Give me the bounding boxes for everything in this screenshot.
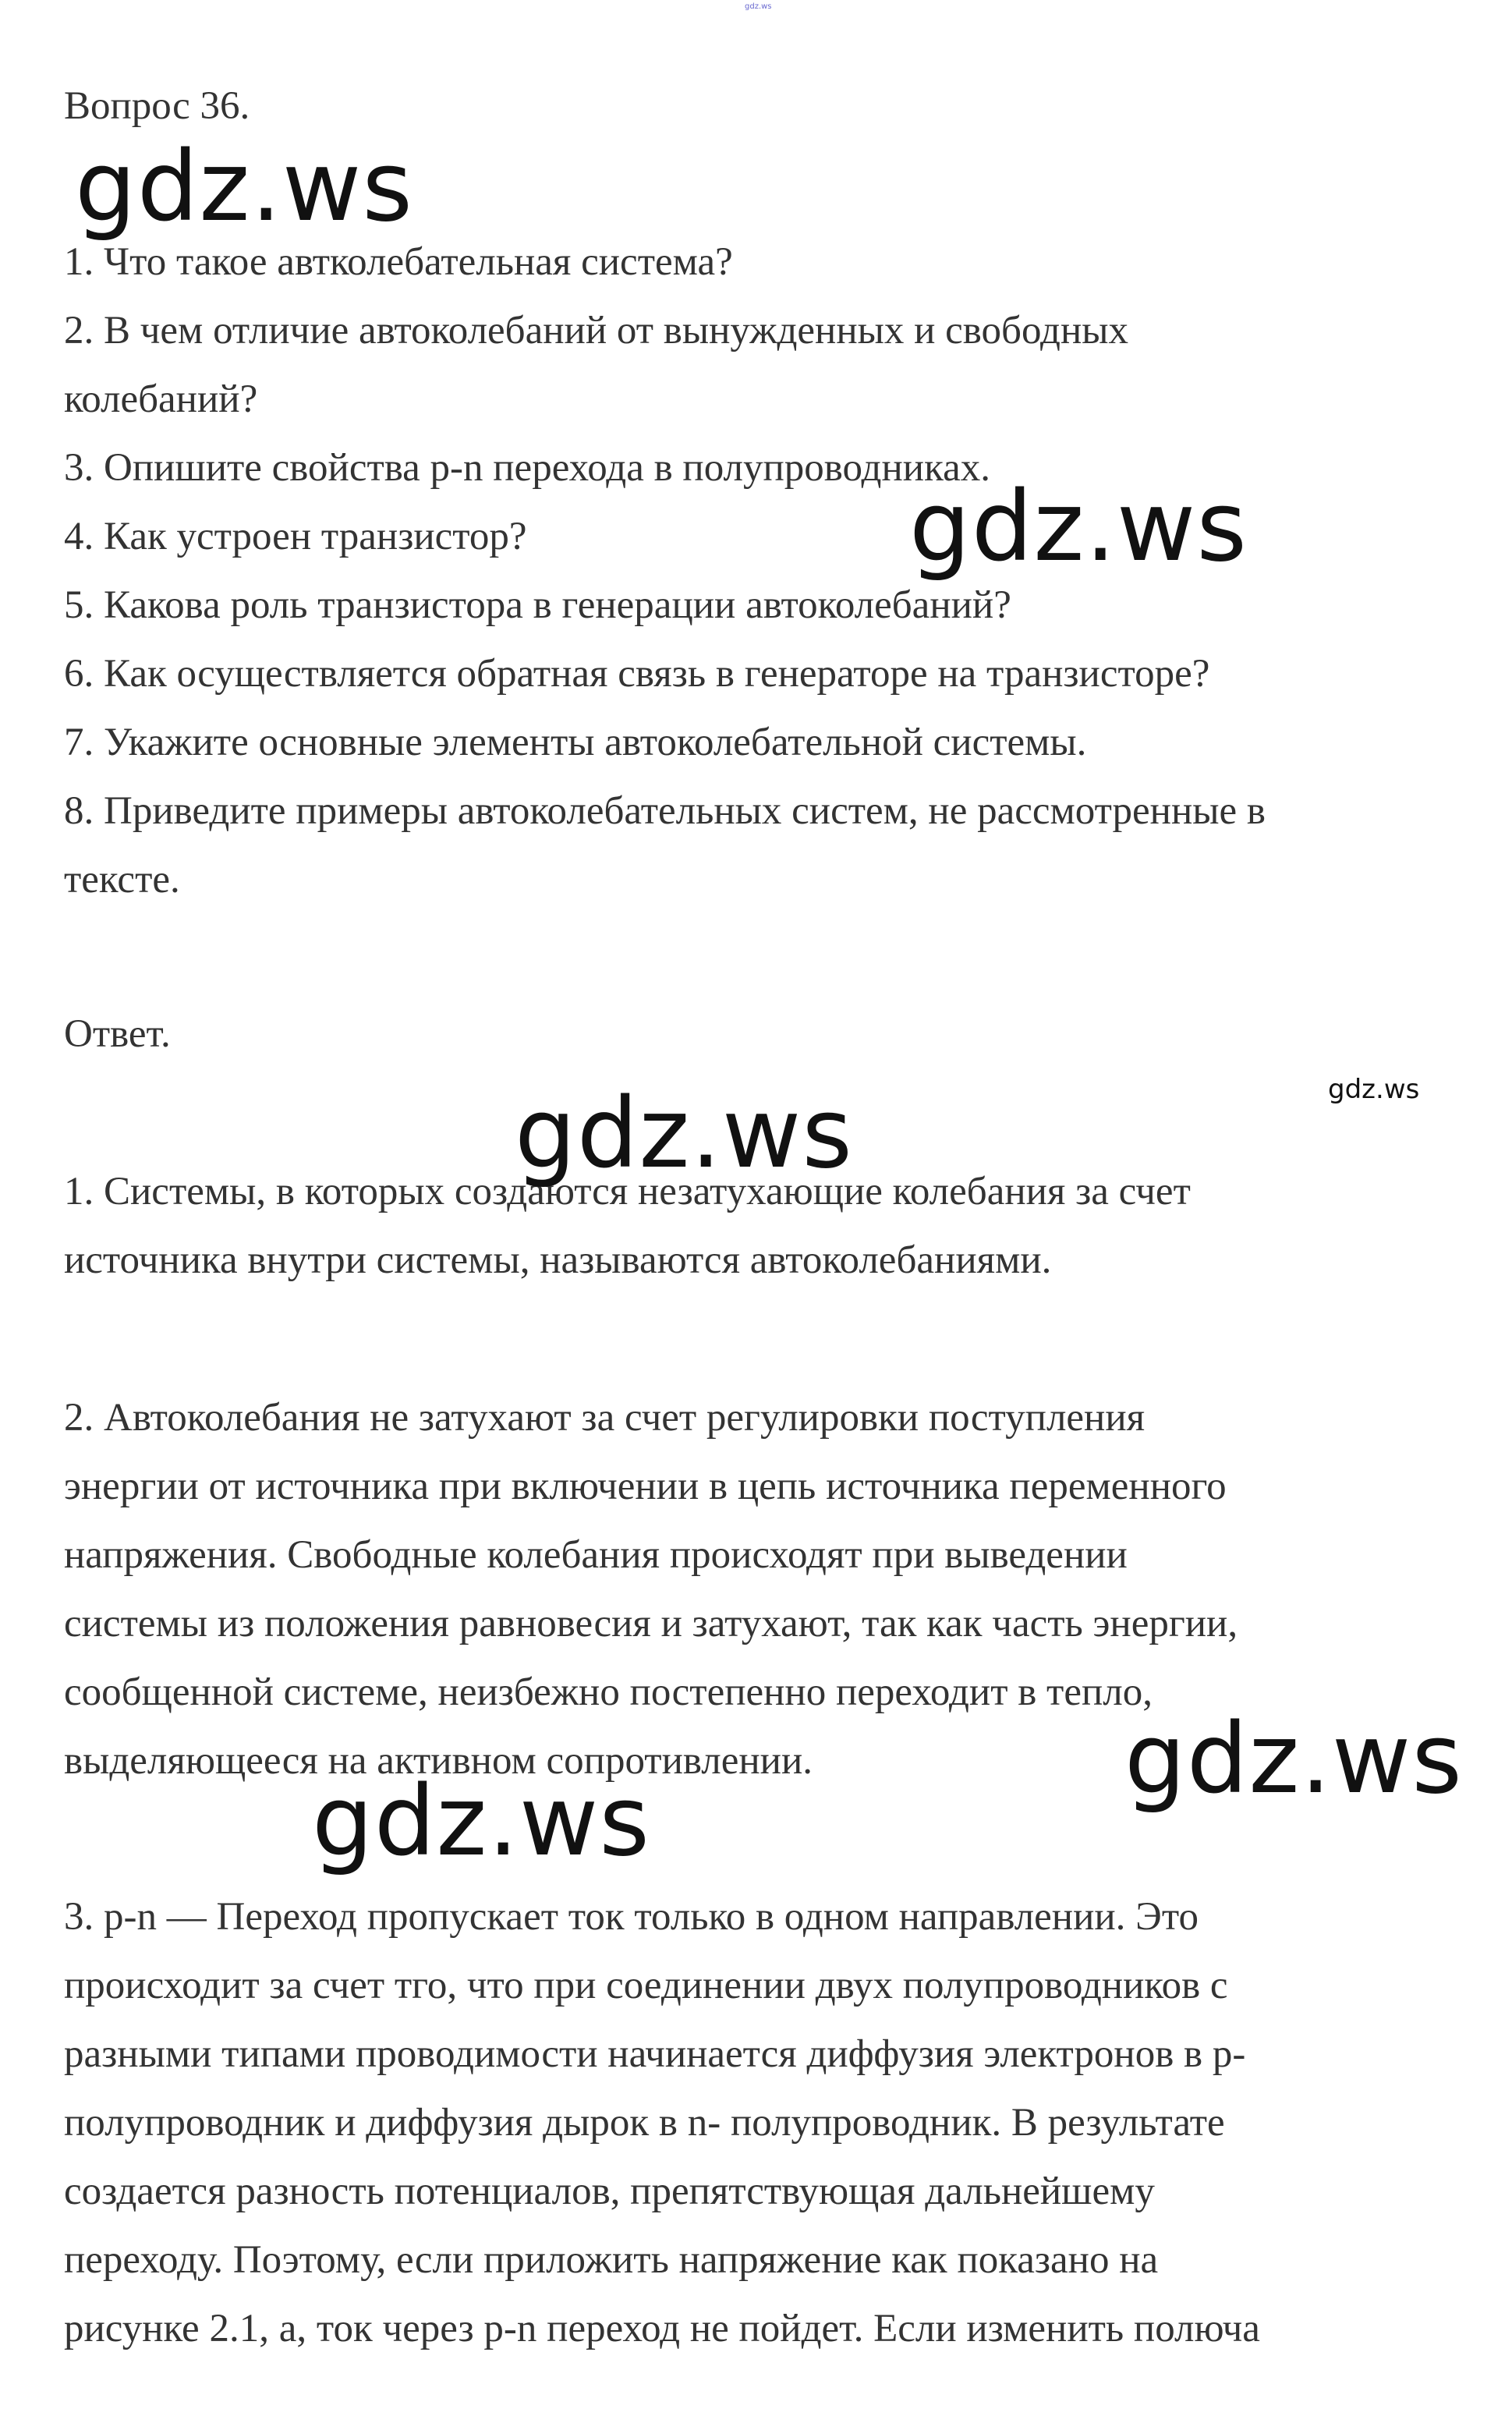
question-line: 6. Как осуществляется обратная связь в генераторе на транзисторе? bbox=[64, 652, 1210, 696]
watermark-tiny: gdz.ws bbox=[745, 2, 772, 11]
question-heading: Вопрос 36. bbox=[64, 84, 250, 128]
answer-line: 1. Системы, в которых создаются незатухающие колебания за счет bbox=[64, 1170, 1191, 1213]
answer-line: напряжения. Свободные колебания происходят при выведении bbox=[64, 1533, 1128, 1577]
answer-line: 2. Автоколебания не затухают за счет регулировки поступления bbox=[64, 1396, 1146, 1440]
question-line: 2. В чем отличие автоколебаний от вынужденных и свободных bbox=[64, 309, 1129, 352]
question-line: 7. Укажите основные элементы автоколебательной системы. bbox=[64, 721, 1087, 764]
watermark-small: gdz.ws bbox=[1328, 1074, 1420, 1105]
question-line: тексте. bbox=[64, 858, 180, 902]
answer-line: рисунке 2.1, а, ток через p-n переход не пойдет. Если изменить полюча bbox=[64, 2307, 1260, 2350]
question-line: 4. Как устроен транзистор? bbox=[64, 515, 527, 558]
answer-line: системы из положения равновесия и затухают, так как часть энергии, bbox=[64, 1602, 1238, 1645]
question-line: 8. Приведите примеры автоколебательных систем, не рассмотренные в bbox=[64, 789, 1266, 833]
answer-line: 3. p-n — Переход пропускает ток только в одном направлении. Это bbox=[64, 1895, 1199, 1939]
answer-line: полупроводник и диффузия дырок в n- полупроводник. В результате bbox=[64, 2101, 1225, 2145]
question-line: 1. Что такое автколебательная система? bbox=[64, 240, 733, 284]
answer-line: переходу. Поэтому, если приложить напряжение как показано на bbox=[64, 2238, 1159, 2282]
answer-line: создается разность потенциалов, препятствующая дальнейшему bbox=[64, 2170, 1155, 2213]
answer-line: сообщенной системе, неизбежно постепенно переходит в тепло, bbox=[64, 1670, 1153, 1714]
watermark: gdz.ws bbox=[75, 131, 413, 243]
answer-heading: Ответ. bbox=[64, 1012, 171, 1056]
answer-line: разными типами проводимости начинается диффузия электронов в p- bbox=[64, 2032, 1246, 2076]
question-line: 5. Какова роль транзистора в генерации автоколебаний? bbox=[64, 583, 1011, 627]
watermark: gdz.ws bbox=[312, 1766, 650, 1878]
watermark: gdz.ws bbox=[909, 471, 1248, 583]
answer-line: происходит за счет тго, что при соединении двух полупроводников с bbox=[64, 1964, 1228, 2007]
watermark: gdz.ws bbox=[1124, 1703, 1463, 1815]
answer-line: выделяющееся на активном сопротивлении. bbox=[64, 1739, 813, 1783]
question-line: колебаний? bbox=[64, 377, 258, 421]
answer-line: энергии от источника при включении в цепь источника переменного bbox=[64, 1465, 1227, 1508]
watermark: gdz.ws bbox=[515, 1078, 853, 1190]
answer-line: источника внутри системы, называются автоколебаниями. bbox=[64, 1238, 1052, 1282]
question-line: 3. Опишите свойства p-n перехода в полупроводниках. bbox=[64, 446, 990, 490]
